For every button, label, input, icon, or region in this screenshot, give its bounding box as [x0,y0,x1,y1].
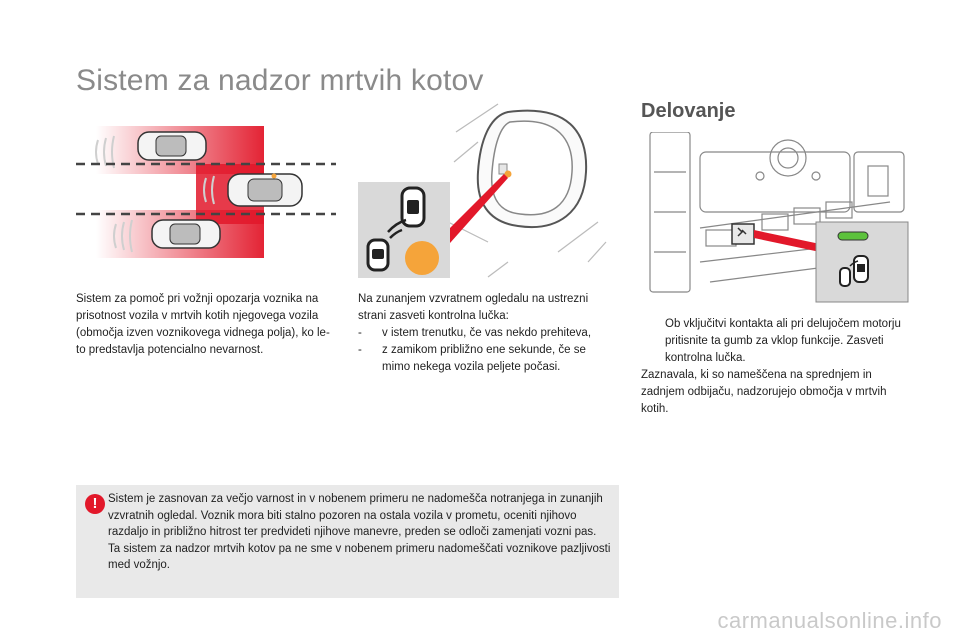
dash-bullet: - [358,327,362,339]
intro-paragraph [76,291,336,359]
dashboard-button-illustration [640,132,912,304]
own-car [228,174,302,207]
operation-item-text: Ob vključitvi kontakta ali pri delujočem motorju pritisnite ta gumb za vklop funkcije. Zasveti kontrolna lučka. [665,318,901,364]
list-item [358,325,608,342]
dash-bullet: - [358,344,362,356]
warning-line: Ta sistem za nadzor mrtvih kotov pa ne sme v nobenem primeru nadomeščati voznikove pazljivosti med vožnjo. [108,542,611,571]
passing-car-top [138,132,206,160]
mirror-indicator-illustration [358,102,608,280]
warning-text [108,491,613,574]
passing-car-bottom [152,220,220,248]
section-heading: Delovanje [641,100,736,122]
warning-line: Sistem je zasnovan za večjo varnost in v nobenem primeru ne nadomešča notranjega in zunanjih vzvratnih ogledal. Voznik mora biti stalno pozoren na ostala vozila v prometu, oceniti njihovo razdaljo in približno hitrost ter predvideti njihove manevre, preden se odloči zamenjati vozni pas. [108,493,603,538]
list-item-text: v istem trenutku, če vas nekdo prehiteva, [382,327,592,339]
list-item [358,342,608,376]
watermark: carmanualsonline.info [717,608,942,633]
mirror-lead: Na zunanjem vzvratnem ogledalu na ustrezni strani zasveti kontrolna lučka: [358,293,589,322]
blind-spot-road-illustration [76,112,346,262]
operation-after-text: Zaznavala, ki so nameščena na sprednjem in zadnjem odbijaču, nadzorujejo območja v mrtvih kotih. [641,369,887,415]
warning-box [76,485,619,598]
mirror-paragraph [358,291,608,376]
operation-item [641,316,911,367]
page-title: Sistem za nadzor mrtvih kotov [76,64,484,97]
list-item-text: z zamikom približno ene sekunde, če se mimo nekega vozila peljete počasi. [382,344,586,373]
intro-text: Sistem za pomoč pri vožnji opozarja voznika na prisotnost vozila v mrtvih kotih njegovega vozila (območja izven voznikovega vidnega polja), ko le-to predstavlja potencialno nevarnost. [76,293,330,356]
warning-exclamation-icon: ! [85,494,105,514]
indicator-lamp [405,241,439,275]
operation-paragraph [641,316,911,418]
